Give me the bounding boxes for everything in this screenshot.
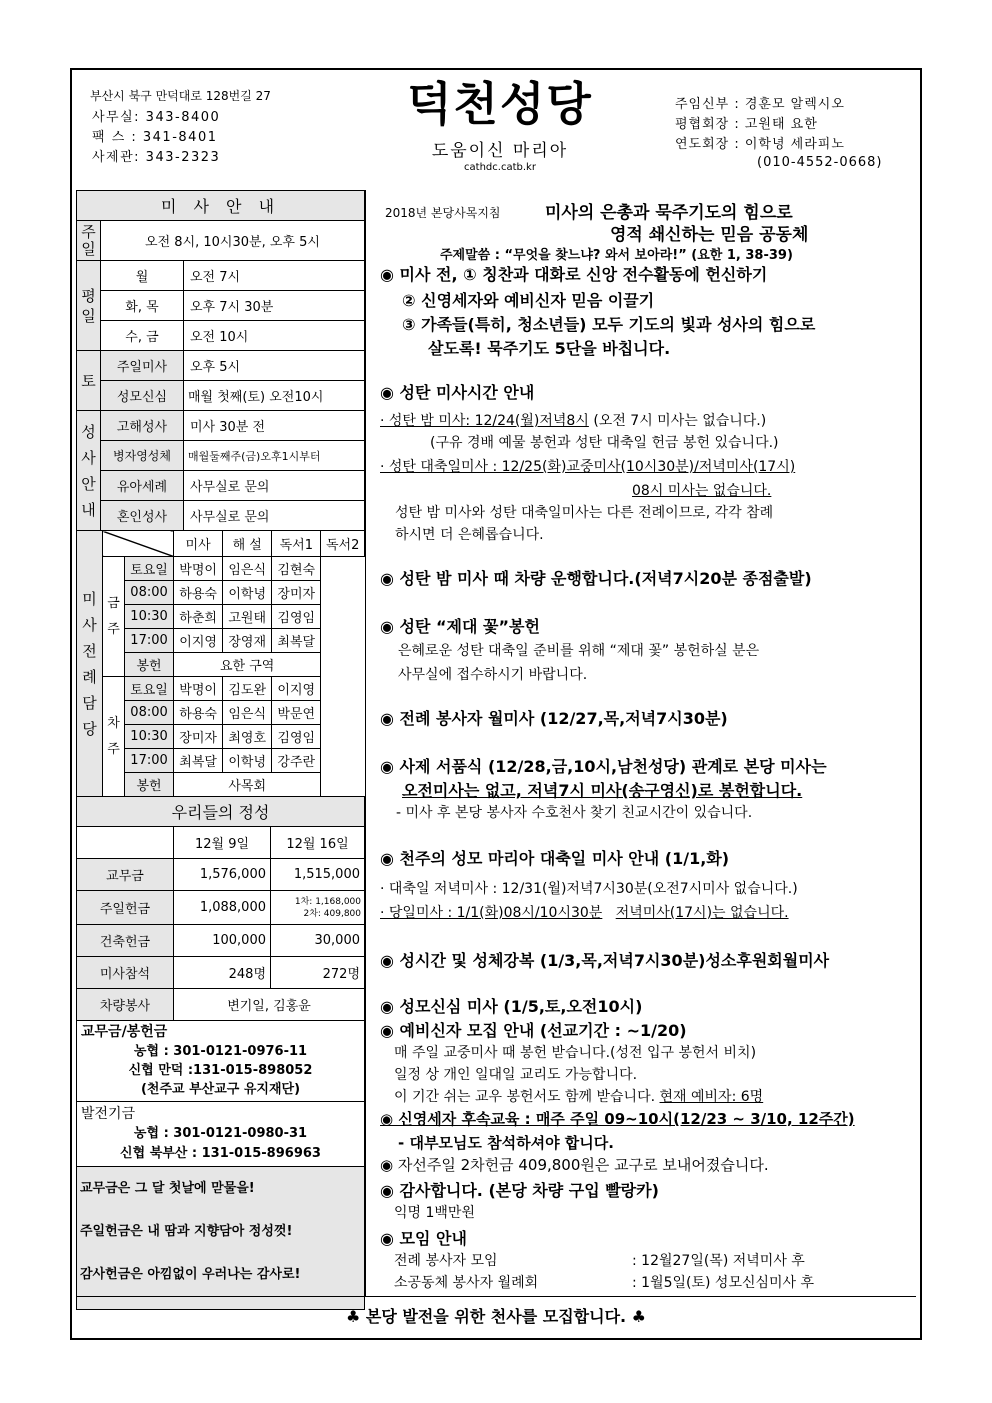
duty-cell: 08:00 <box>125 581 174 605</box>
duty-cell: 임은식 <box>223 557 272 581</box>
offering-col: 12월 9일 <box>174 827 271 859</box>
offering-value: 248명 <box>174 957 271 989</box>
duty-cell: 장영재 <box>223 629 272 653</box>
duty-offer-value: 사목회 <box>174 773 321 797</box>
mary-feast-evening-note: 저녁미사(17시)는 없습니다. <box>615 905 789 921</box>
duty-table <box>76 530 365 797</box>
sacrament-label: 성사안내 <box>77 411 101 531</box>
offering-value: 30,000 <box>271 925 365 957</box>
offering-value: 1,088,000 <box>174 891 271 925</box>
duty-cell: 하춘희 <box>174 605 223 629</box>
duty-cell: 10:30 <box>125 605 174 629</box>
sacrament-item: 유아세례 <box>101 471 184 501</box>
christmas-eve-time: · 성탄 밤 미사: 12/24(월)저녁8시 <box>380 413 589 429</box>
fax: 팩 스 : 341-8401 <box>92 130 218 145</box>
saturday-time: 매월 첫째(토) 오전10시 <box>184 381 365 411</box>
duty-cell: 임은식 <box>223 701 272 725</box>
weekday-label: 평일 <box>77 261 101 351</box>
christmas-day-time: · 성탄 대축일미사 : 12/25(화)교중미사(10시30분)/저녁미사(17시) <box>380 459 796 475</box>
duty-head: 독서2 <box>321 531 365 557</box>
notice-thanks: ◉ 감사합니다. (본당 차량 구입 빨랑카) <box>380 1181 659 1200</box>
saturday-item: 주일미사 <box>101 351 184 381</box>
theme-verse: 주제말씀 : “무엇을 찾느냐? 와서 보아라!” (요한 1, 38-39) <box>440 248 793 263</box>
duty-cell: 이학녕 <box>223 749 272 773</box>
notice-shuttle: ◉ 성탄 밤 미사 때 차량 운행합니다.(저녁7시20분 종점출발) <box>380 569 812 588</box>
duty-cell: 장미자 <box>174 725 223 749</box>
offering-value: 272명 <box>271 957 365 989</box>
notice-meetings: ◉ 모임 안내 <box>380 1229 467 1248</box>
week-next: 차주 <box>103 677 125 797</box>
catechumen-desc: 매 주일 교중미사 때 봉헌 받습니다.(성전 입구 봉헌서 비치) <box>394 1045 757 1061</box>
duty-cell: 하용숙 <box>174 581 223 605</box>
account-line: 신협 만덕 :131-015-898052 <box>128 1063 313 1078</box>
duty-head: 미사 <box>174 531 223 557</box>
notice-charity: ◉ 자선주일 2차헌금 409,800원은 교구로 보내어졌습니다. <box>380 1156 769 1174</box>
duty-cell: 토요일 <box>125 677 174 701</box>
offering-blank <box>77 827 174 859</box>
saturday-time: 오후 5시 <box>184 351 365 381</box>
contact-phone: (010-4552-0668) <box>757 155 883 170</box>
notice-holy-hour: ◉ 성시간 및 성체강복 (1/3,목,저녁7시30분)성소후원회월미사 <box>380 951 830 970</box>
duty-cell: 장미자 <box>272 581 321 605</box>
catechumen-desc-line <box>394 1086 763 1106</box>
offering-split-1: 1차: 1,168,000 <box>294 896 361 907</box>
christmas-desc: 성탄 밤 미사와 성탄 대축일미사는 다른 전례이므로, 각각 참례 <box>395 505 774 521</box>
duty-cell: 최영호 <box>223 725 272 749</box>
duty-cell: 17:00 <box>125 629 174 653</box>
duty-corner <box>103 531 174 557</box>
meeting-name: 전례 봉사자 모임 <box>394 1253 498 1269</box>
offering-split-2: 2차: 409,800 <box>303 908 361 919</box>
duty-cell: 이지영 <box>272 677 321 701</box>
offering-row-label: 건축헌금 <box>77 925 174 957</box>
catechumen-count: 현재 예비자: 6명 <box>659 1089 764 1105</box>
duty-offer-label: 봉헌 <box>125 653 174 677</box>
ordination-mass-note: 오전미사는 없고, 저녁7시 미사(송구영신)로 봉헌합니다. <box>402 781 803 800</box>
christmas-eve-note: (오전 7시 미사는 없습니다.) <box>593 413 767 429</box>
motto-line-2: 영적 쇄신하는 믿음 공동체 <box>610 225 809 245</box>
duty-cell: 박명이 <box>174 557 223 581</box>
week-this: 금주 <box>103 557 125 677</box>
account-line: 농협 : 301-0121-0980-31 <box>133 1126 308 1141</box>
council-president: 평협회장 : 고원태 요한 <box>675 117 818 132</box>
offering-value: 100,000 <box>174 925 271 957</box>
column-divider <box>365 190 366 1296</box>
pastoral-point-2: ② 신영세자와 예비신자 믿음 이끌기 <box>402 291 655 310</box>
mary-feast-day-line <box>380 902 789 922</box>
notice-catechumen: ◉ 예비신자 모집 안내 (선교기간 : ~1/20) <box>380 1021 687 1040</box>
slogan-line: 교무금은 그 달 첫날에 맏물을! <box>80 1181 255 1196</box>
offering-row-label: 주일헌금 <box>77 891 174 925</box>
pastoral-year: 2018년 본당사목지침 <box>385 206 501 220</box>
duty-cell: 박문연 <box>272 701 321 725</box>
weekday-time: 오전 7시 <box>184 261 365 291</box>
duty-cell: 이지영 <box>174 629 223 653</box>
pastoral-point-3: ③ 가족들(특히, 청소년들) 모두 기도의 빛과 성사의 힘으로 <box>402 315 816 334</box>
duty-cell: 박명이 <box>174 677 223 701</box>
account-line: 신협 북부산 : 131-015-896963 <box>120 1146 321 1161</box>
pastor: 주임신부 : 경훈모 알렉시오 <box>675 97 845 112</box>
christmas-day-note: 08시 미사는 없습니다. <box>632 483 772 499</box>
notice-ordination: ◉ 사제 서품식 (12/28,금,10시,남천성당) 관계로 본당 미사는 <box>380 757 827 776</box>
meeting-time: : 12월27일(목) 저녁미사 후 <box>632 1253 805 1269</box>
offering-row-label: 교무금 <box>77 859 174 891</box>
slogan-line: 주일헌금은 내 땀과 지향담아 정성껏! <box>80 1224 293 1239</box>
weekday-time: 오전 10시 <box>184 321 365 351</box>
notice-marian-mass: ◉ 성모신심 미사 (1/5,토,오전10시) <box>380 997 643 1016</box>
duty-cell: 김영임 <box>272 725 321 749</box>
website[interactable]: cathdc.catb.kr <box>464 162 536 173</box>
account-box-1 <box>76 1020 365 1102</box>
duty-cell: 김현숙 <box>272 557 321 581</box>
mary-feast-day: · 당일미사 : 1/1(화)08시/10시30분 <box>380 905 603 921</box>
altar-flowers-desc: 사무실에 접수하시기 바랍니다. <box>398 667 588 683</box>
church-title: 덕천성당 <box>407 77 593 131</box>
mary-feast-eve: · 대축일 저녁미사 : 12/31(월)저녁7시30분(오전7시미사 없습니다.) <box>380 881 798 897</box>
office-phone: 사무실: 343-8400 <box>92 110 221 125</box>
mass-schedule-table <box>76 190 365 531</box>
rectory-phone: 사제관: 343-2323 <box>92 150 221 165</box>
sacrament-info: 미사 30분 전 <box>184 411 365 441</box>
thanks-donor: 익명 1백만원 <box>394 1205 475 1221</box>
catechumen-desc: 일정 상 개인 일대일 교리도 가능합니다. <box>394 1067 638 1083</box>
duty-cell: 김영임 <box>272 605 321 629</box>
sacrament-item: 혼인성사 <box>101 501 184 531</box>
weekday-day: 수, 금 <box>101 321 184 351</box>
duty-cell: 김도완 <box>223 677 272 701</box>
offering-title: 우리들의 정성 <box>77 797 365 827</box>
sunday-time: 오전 8시, 10시30분, 오후 5시 <box>101 221 365 261</box>
offering-row-label: 미사참석 <box>77 957 174 989</box>
sacrament-info: 매월둘째주(금)오후1시부터 <box>184 441 365 471</box>
footer-message: ♣ 본당 발전을 위한 천사를 모집합니다. ♣ <box>345 1307 647 1326</box>
duty-cell: 최복달 <box>272 629 321 653</box>
duty-label: 미사전례담당 <box>77 531 103 797</box>
altar-flowers-desc: 은혜로운 성탄 대축일 준비를 위해 “제대 꽃” 봉헌하실 분은 <box>398 643 760 659</box>
duty-offer-label: 봉헌 <box>125 773 174 797</box>
offering-value: 변기일, 김홍윤 <box>174 989 365 1021</box>
account-title: 교무금/봉헌금 <box>81 1024 168 1040</box>
notice-altar-flowers: ◉ 성탄 “제대 꽃”봉헌 <box>380 617 540 636</box>
duty-cell: 이학녕 <box>223 581 272 605</box>
offering-value-split <box>271 891 365 925</box>
account-line: 농협 : 301-0121-0976-11 <box>133 1044 308 1059</box>
slogan-box <box>76 1166 365 1310</box>
duty-head: 해 설 <box>223 531 272 557</box>
weekday-time: 오후 7시 30분 <box>184 291 365 321</box>
account-line: (천주교 부산교구 유지재단) <box>140 1082 301 1097</box>
saturday-label: 토 <box>77 351 101 411</box>
account-title: 발전기금 <box>81 1106 136 1122</box>
christmas-eve-line <box>380 410 766 430</box>
offering-value: 1,576,000 <box>174 859 271 891</box>
meeting-time: : 1월5일(토) 성모신심미사 후 <box>632 1275 815 1291</box>
sunday-label: 주일 <box>77 221 101 261</box>
offering-row-label: 차량봉사 <box>77 989 174 1021</box>
duty-cell: 토요일 <box>125 557 174 581</box>
sacrament-info: 사무실로 문의 <box>184 501 365 531</box>
account-box-2 <box>76 1101 365 1167</box>
left-column <box>76 190 365 1310</box>
sacrament-info: 사무실로 문의 <box>184 471 365 501</box>
duty-cell: 고원태 <box>223 605 272 629</box>
neophyte-note: - 대부모님도 참석하셔야 합니다. <box>398 1134 614 1152</box>
prayer-president: 연도회장 : 이학녕 세라피노 <box>675 137 845 152</box>
motto-line-1: 미사의 은총과 묵주기도의 힘으로 <box>545 203 793 223</box>
sacrament-item: 병자영성체 <box>101 441 184 471</box>
address: 부산시 북구 만덕대로 128번길 27 <box>90 89 271 103</box>
weekday-day: 월 <box>101 261 184 291</box>
sacrament-item: 고해성사 <box>101 411 184 441</box>
duty-cell: 08:00 <box>125 701 174 725</box>
duty-offer-value: 요한 구역 <box>174 653 321 677</box>
offering-value: 1,515,000 <box>271 859 365 891</box>
mass-title: 미 사 안 내 <box>77 191 365 221</box>
slogan-line: 감사헌금은 아낌없이 우러나는 감사로! <box>80 1267 301 1282</box>
catechumen-desc: 이 기간 쉬는 교우 봉헌서도 함께 받습니다. <box>394 1089 656 1105</box>
church-subtitle: 도움이신 마리아 <box>431 141 569 161</box>
christmas-note: (구유 경배 예물 봉헌과 성탄 대축일 헌금 봉헌 있습니다.) <box>430 435 779 451</box>
notice-christmas-mass: ◉ 성탄 미사시간 안내 <box>380 383 535 402</box>
notice-mary-feast: ◉ 천주의 성모 마리아 대축일 미사 안내 (1/1,화) <box>380 849 730 868</box>
pastoral-point-4: 살도록! 묵주기도 5단을 바칩니다. <box>428 339 671 358</box>
meeting-name: 소공동체 봉사자 월례회 <box>394 1275 539 1291</box>
christmas-desc: 하시면 더 은혜롭습니다. <box>395 527 544 543</box>
saturday-item: 성모신심 <box>101 381 184 411</box>
duty-cell: 강주란 <box>272 749 321 773</box>
offering-col: 12월 16일 <box>271 827 365 859</box>
notice-neophyte: ◉ 신영세자 후속교육 : 매주 주일 09~10시(12/23 ~ 3/10, 12주간) <box>380 1110 855 1128</box>
offering-table <box>76 796 365 1021</box>
duty-head: 독서1 <box>272 531 321 557</box>
duty-cell: 10:30 <box>125 725 174 749</box>
weekday-day: 화, 목 <box>101 291 184 321</box>
duty-cell: 17:00 <box>125 749 174 773</box>
pastoral-point-1: ◉ 미사 전, ① 칭찬과 대화로 신앙 전수활동에 헌신하기 <box>380 265 768 284</box>
notice-server-mass: ◉ 전례 봉사자 월미사 (12/27,목,저녁7시30분) <box>380 709 728 728</box>
footer-divider <box>76 1296 916 1297</box>
duty-cell: 하용숙 <box>174 701 223 725</box>
ordination-after-note: - 미사 후 본당 봉사자 수호천사 찾기 친교시간이 있습니다. <box>396 805 753 821</box>
duty-cell: 최복달 <box>174 749 223 773</box>
